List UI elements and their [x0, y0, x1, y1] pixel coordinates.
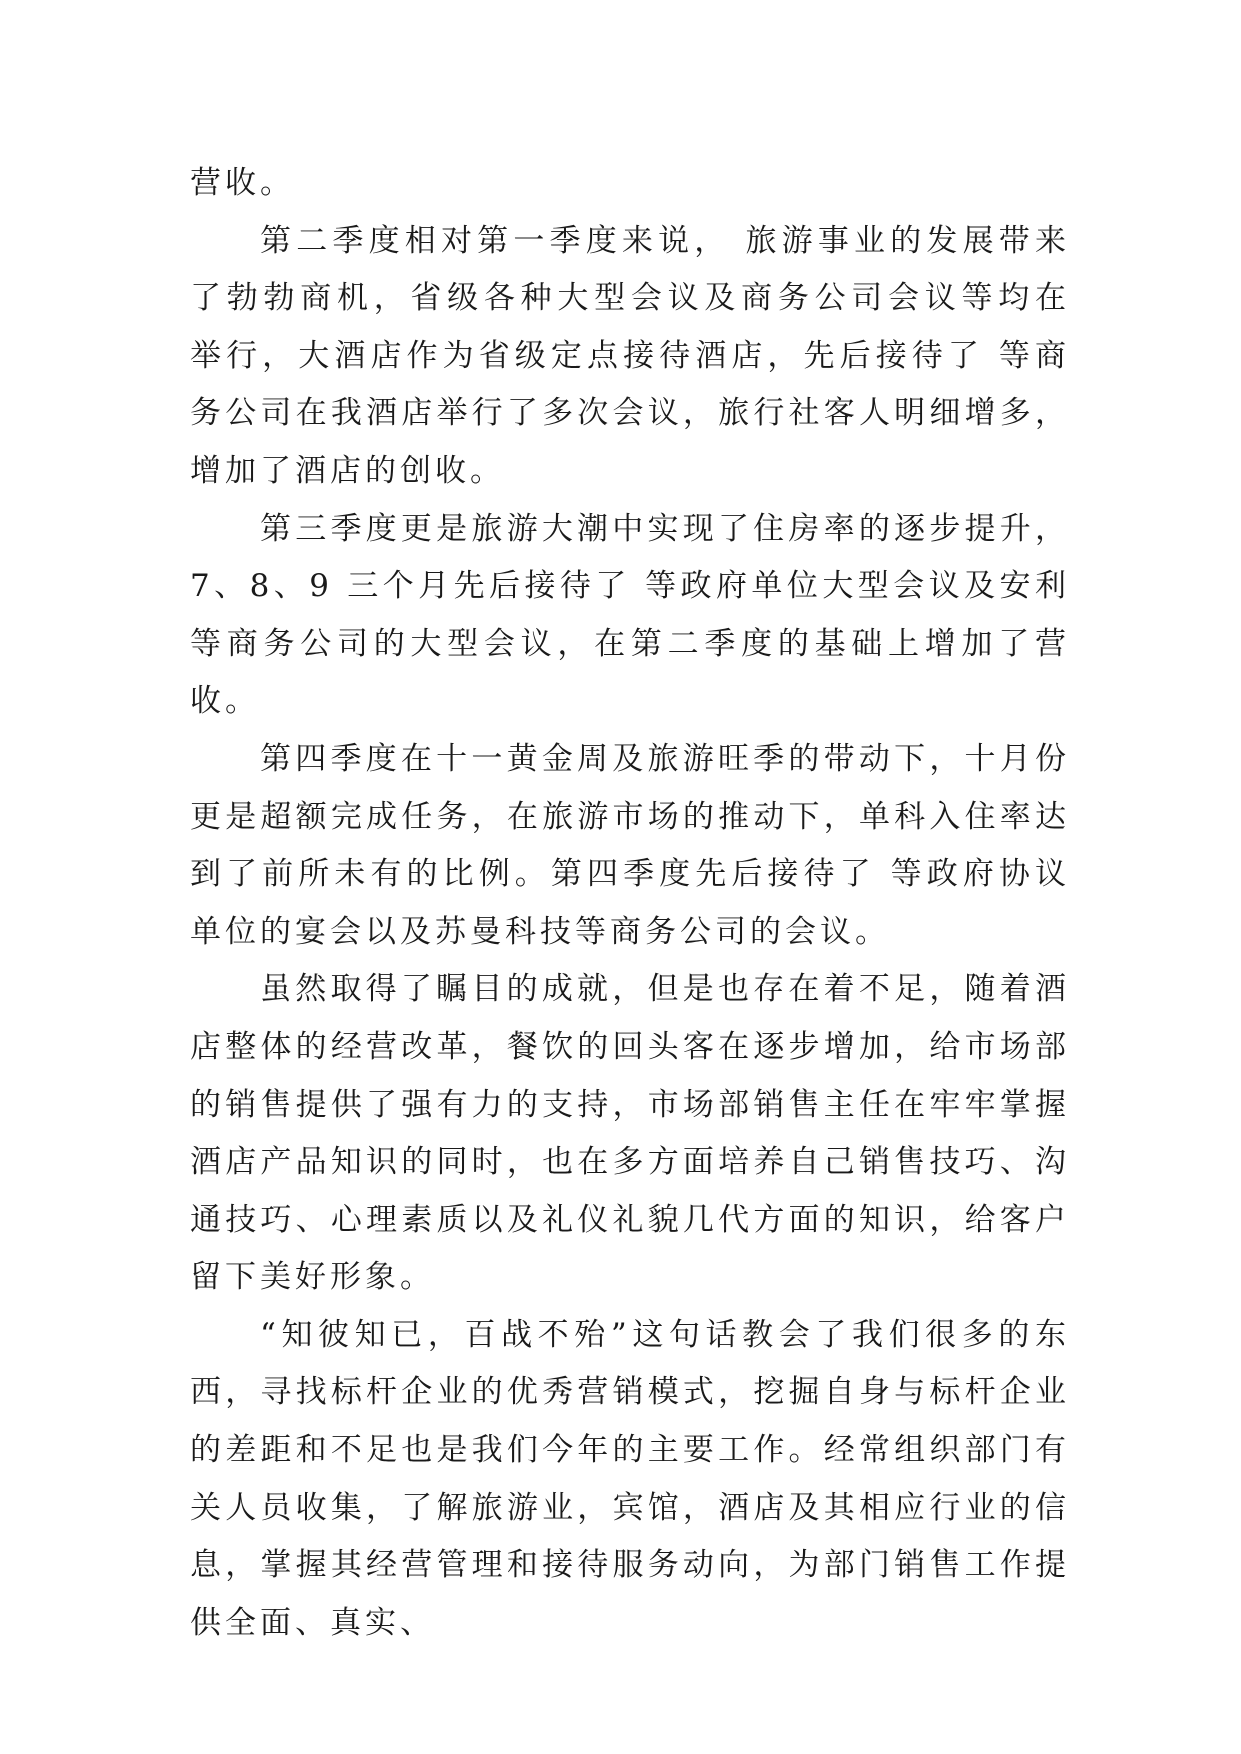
paragraph-4: 第四季度在十一黄金周及旅游旺季的带动下，十月份更是超额完成任务，在旅游市场的推动下，单科入住率达到了前所未有的比例。第四季度先后接待了 等政府协议单位的宴会以及苏曼科技等商务公司的会议。 — [190, 740, 1070, 950]
document-body — [190, 155, 1070, 1652]
paragraph-5: 虽然取得了瞩目的成就，但是也存在着不足，随着酒店整体的经营改革，餐饮的回头客在逐步增加，给市场部的销售提供了强有力的支持，市场部销售主任在牢牢掌握酒店产品知识的同时，也在多方面培养自己销售技巧、沟通技巧、心理素质以及礼仪礼貌几代方面的知识，给客户留下美好形象。 — [190, 971, 1070, 1296]
paragraph-3: 第三季度更是旅游大潮中实现了住房率的逐步提升，7、8、9 三个月先后接待了 等政府单位大型会议及安利等商务公司的大型会议，在第二季度的基础上增加了营收。 — [190, 510, 1070, 720]
paragraph-2: 第二季度相对第一季度来说， 旅游事业的发展带来了勃勃商机，省级各种大型会议及商务公司会议等均在 举行，大酒店作为省级定点接待酒店，先后接待了 等商务公司在我酒店举行了多次会议，旅行社客人明细增多，增加了酒店的创收。 — [190, 222, 1070, 489]
paragraph-1: 营收。 — [190, 165, 295, 201]
paragraph-6: “知彼知已，百战不殆”这句话教会了我们很多的东西，寻找标杆企业的优秀营销模式，挖掘自身与标杆企业的差距和不足也是我们今年的主要工作。经常组织部门有关人员收集，了解旅游业，宾馆，酒店及其相应行业的信息，掌握其经营管理和接待服务动向，为部门销售工作提供全面、真实、 — [190, 1316, 1070, 1641]
